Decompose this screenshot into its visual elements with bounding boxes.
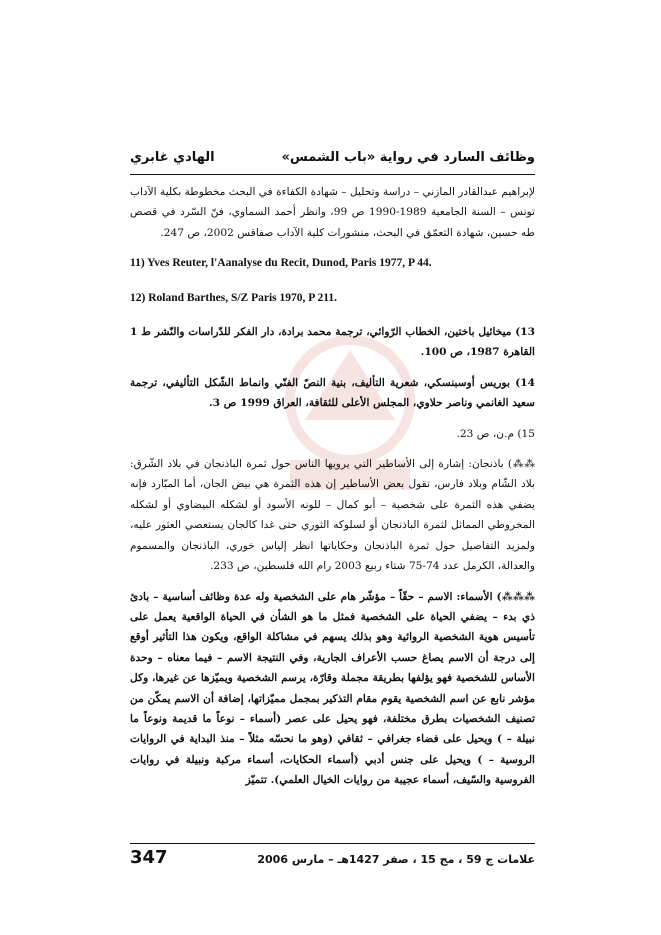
footnote-star-badhinjan: ⁂⁂) باذنجان: إشارة إلى الأساطير التي يرويها الناس حول ثمرة الباذنجان في بلاد الشّرق: بلاد الشّام وبلاد فارس، تقول بعض الأساطير إن هذه الثمرة هي بيض الجان، أما المبّارد فإنه يضفي هذه الثمرة على شخصية – أبو كمال – للونه الأسود أو لشكله البيضاوي أو لشكله المخروطي المماثل لثمرة الباذنجان أو لسلوكه الثوري حتى غدا كالجان يستعصي العثور عليه، ولمزيد التفاصيل حول ثمرة الباذنجان وحكاياتها انظر إلياس خوري، الباذنجان والمسموم والعدالة، الكرمل عدد 74-75 شتاء ربيع 2003 رام الله فلسطين، ص 233. — [130, 458, 535, 573]
footnotes-body — [130, 182, 535, 801]
footnote-13: 13) ميخائيل باختين، الخطاب الرّوائي، ترجمة محمد برادة، دار الفكر للدّراسات والنّشر ط 1 القاهرة 1987، ص 100. — [130, 326, 535, 359]
footnote-12: 12) Roland Barthes, S/Z Paris 1970, P 211. — [130, 291, 338, 304]
footnote-11: 11) Yves Reuter, l'Aanalyse du Recit, Dunod, Paris 1977, P 44. — [130, 257, 432, 270]
page-footer — [130, 847, 535, 868]
header-divider — [130, 174, 535, 175]
article-title: وظائف السارد في رواية «باب الشمس» — [281, 150, 535, 165]
journal-info: علامات ج 59 ، مج 15 ، صفر 1427هـ – مارس 2006 — [257, 853, 535, 866]
page-number: 347 — [130, 847, 168, 868]
footnote-15: 15) م.ن، ص 23. — [456, 427, 535, 440]
footer-divider — [130, 843, 535, 844]
running-header — [130, 150, 535, 165]
author-name: الهادي غابري — [130, 150, 215, 165]
footnote-14: 14) بوريس أوسبنسكي، شعرية التأليف، بنية النصّ الفنّي وانماط الشّكل التأليفي، ترجمة سعيد الغانمي وناصر حلاوي، المجلس الأعلى للثقافة، العراق 1999 ص 3. — [130, 376, 535, 410]
footnote-10-continued: لإبراهيم عبدالقادر المازني – دراسة وتحليل – شهادة الكفاءة في البحث مخطوطة بكلية الآداب تونس – السنة الجامعية 1989-1990 ص 99، وانظر أحمد السماوي، فنّ السّرد في قصص طه حسين، شهادة التعمّق في البحث، منشورات كلية الآداب صفاقس 2002، ص 247. — [130, 186, 535, 239]
footnote-star-names: ⁂⁂⁂) الأسماء: الاسم – حقّاً – مؤشّر هام على الشخصية وله عدة وظائف أساسية – بادئ ذي بدء – يضفي الحياة على الشخصية فمثل ما هو الشأن في الحياة الواقعية يعمل على تأسيس هوية الشخصية الروائية وهو بذلك يسهم في مشاكلة الواقع، ويكون هذا التأثير أوقع إلى درجة أن الاسم يصاغ حسب الأعراف الجارية، وفي النتيجة الاسم – فيما معناه – وحدة الأساس للشخصية فهو يؤلفها بطريقة مجملة وقارّة، يرسم الشخصية ويميّزها عن غيرها، وكل مؤشر نابع عن اسم الشخصية يقوم مقام التذكير بمجمل مميّزاتها، إضافة أن الاسم يمكّن من تصنيف الشخصيات بطرق مختلفة، فهو يحيل على عصر (أسماء – نوعاً ما قديمة ونوعاً ما نبيلة – ) ويحيل على فضاء جغرافي – ثقافي (وهو ما نحسّه مثلاً – منذ البداية في الروايات الروسية – ) ويحيل على جنس أدبي (أسماء الحكايات، أسماء مركبة ونبيلة في روايات الفروسية والسّيف، أسماء عجيبة من روايات الخيال العلمي). تتميّز — [130, 590, 535, 787]
